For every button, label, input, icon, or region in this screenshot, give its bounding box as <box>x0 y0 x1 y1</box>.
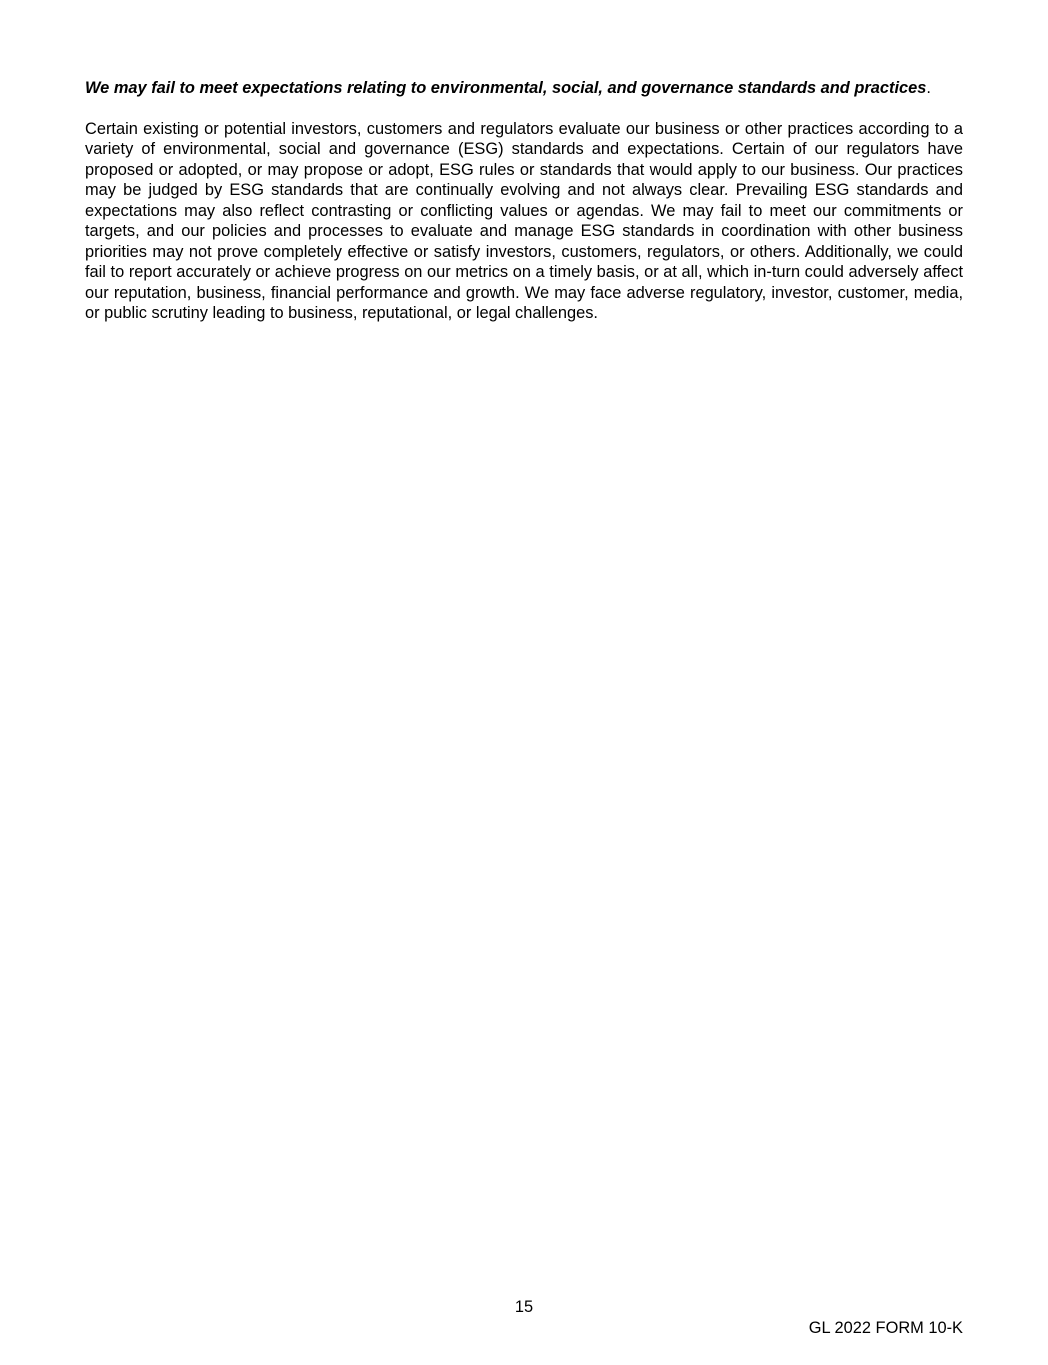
section-heading-period: . <box>926 79 931 97</box>
section-heading <box>85 78 963 99</box>
page-number: 15 <box>514 1298 534 1316</box>
section-paragraph: Certain existing or potential investors, customers and regulators evaluate our business or other practices according to a variety of environmental, social and governance (ESG) standards and expectations. Certain of our regulators have proposed or adopted, or may propose or adopt, ESG rules or standards that would apply to our business. Our practices may be judged by ESG standards that are continually evolving and not always clear. Prevailing ESG standards and expectations may also reflect contrasting or conflicting values or agendas. We may fail to meet our commitments or targets, and our policies and processes to evaluate and manage ESG standards in coordination with other business priorities may not prove completely effective or satisfy investors, customers, regulators, or others. Additionally, we could fail to report accurately or achieve progress on our metrics on a timely basis, or at all, which in-turn could adversely affect our reputation, business, financial performance and growth. We may face adverse regulatory, investor, customer, media, or public scrutiny leading to business, reputational, or legal challenges. <box>85 119 963 322</box>
section-heading-text: We may fail to meet expectations relating to environmental, social, and governance standards and practices <box>85 79 927 97</box>
document-footer-label: GL 2022 FORM 10-K <box>808 1319 963 1337</box>
page-content <box>85 78 963 324</box>
